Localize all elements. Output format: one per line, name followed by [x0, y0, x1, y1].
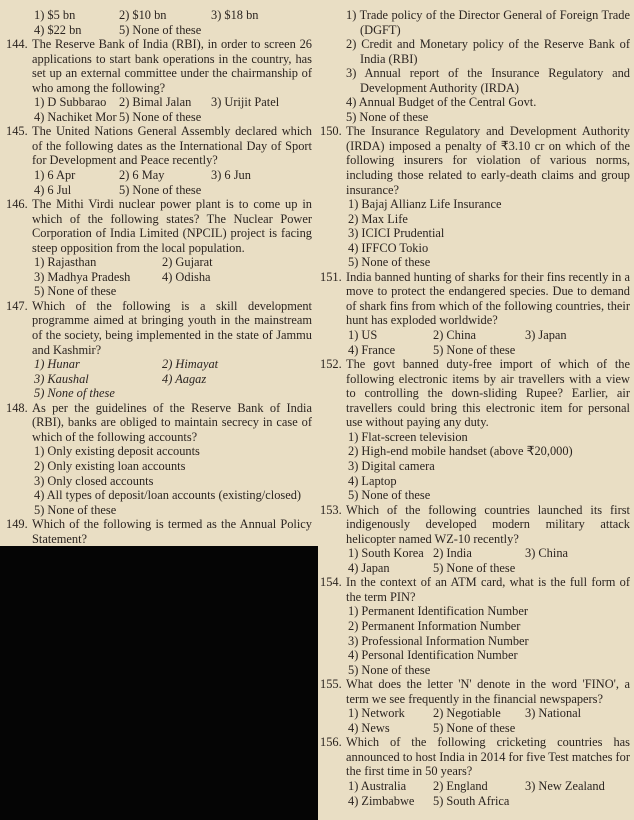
question-155 [320, 677, 630, 735]
answer-option [348, 241, 630, 256]
answer-option-text: 3) Digital camera [348, 458, 435, 473]
answer-option-text: 4) Japan [348, 560, 390, 575]
answer-option [433, 561, 525, 576]
answer-option-text: 3) 6 Jun [211, 168, 251, 183]
answer-option-text: 3) National [525, 706, 582, 721]
answer-option [162, 357, 312, 372]
question-number: 156. [320, 735, 342, 750]
question-number: 152. [320, 357, 342, 372]
answer-option-text: 1) $5 bn [34, 8, 76, 22]
answer-option-text: 4) Laptop [348, 473, 397, 488]
answer-option [119, 110, 211, 125]
answer-option-text: 2) High-end mobile handset (above ₹20,000) [348, 444, 573, 459]
answer-option [34, 110, 119, 125]
answer-option-text: 3) $18 bn [211, 8, 259, 22]
answer-option-text: 1) Rajasthan [34, 255, 97, 270]
answer-options [346, 430, 630, 503]
answer-option [34, 372, 162, 387]
answer-option [348, 474, 630, 489]
question-number: 145. [6, 124, 28, 139]
question-number: 149. [6, 517, 28, 532]
question-154 [320, 575, 630, 677]
answer-option-text: 4) All types of deposit/loan accounts (existing/closed) [34, 488, 302, 503]
answer-option-text: 4) Aagaz [162, 371, 207, 386]
answer-option-text: 1) Hunar [34, 357, 80, 372]
answer-option [34, 23, 119, 38]
answer-option [211, 95, 312, 110]
answer-option-text: 2) Permanent Information Number [348, 618, 521, 633]
answer-option [348, 255, 630, 270]
answer-option [34, 444, 312, 459]
question-149 [6, 517, 312, 546]
answer-option-text: 5) None of these [433, 720, 516, 735]
answer-options [346, 546, 630, 575]
question-146 [6, 197, 312, 299]
answer-option [348, 328, 433, 343]
answer-option-text: 5) None of these [348, 255, 431, 270]
question-number: 148. [6, 400, 28, 415]
question-145 [6, 124, 312, 197]
answer-option [348, 546, 433, 561]
answer-option-text: 1) South Korea [348, 546, 424, 561]
answer-option [348, 430, 630, 445]
answer-option [162, 255, 312, 270]
question-text: As per the guidelines of the Reserve Bank of India (RBI), banks are obliged to maintain secrecy in case of which of the following accounts? [32, 400, 312, 444]
answer-option-text: 2) India [433, 546, 472, 561]
answer-option [348, 648, 630, 663]
answer-option [348, 343, 433, 358]
answer-option-text: 2) Bimal Jalan [119, 95, 192, 110]
question-number: 147. [6, 298, 28, 313]
answer-option-text: 5) South Africa [433, 793, 510, 808]
answer-options [346, 604, 630, 677]
question-143-options [6, 8, 312, 37]
answer-option-text: 3) Professional Information Number [348, 633, 529, 648]
answer-option [348, 706, 433, 721]
question-number: 151. [320, 269, 342, 284]
answer-option: 2) Credit and Monetary policy of the Reserve Bank of India (RBI) [346, 37, 630, 66]
answer-option-text: 2) Only existing loan accounts [34, 458, 186, 473]
question-149-options [320, 8, 630, 124]
question-151 [320, 270, 630, 357]
answer-option-text: 5) None of these [34, 502, 117, 517]
answer-option [119, 95, 211, 110]
answer-option [348, 779, 433, 794]
answer-option [34, 503, 312, 518]
answer-option [34, 488, 312, 503]
answer-option [348, 197, 630, 212]
answer-option [348, 663, 630, 678]
answer-option-text: 2) Gujarat [162, 255, 213, 270]
answer-option-text: 2) Negotiable [433, 706, 501, 721]
answer-option [162, 270, 312, 285]
question-text: Which of the following countries launched its first indigenously developed modern military attack helicopter named WZ-10 recently? [346, 502, 630, 546]
answer-option-text: 1) Network [348, 706, 405, 721]
question-number: 150. [320, 124, 342, 139]
answer-option [119, 168, 211, 183]
answer-options [32, 95, 312, 124]
answer-option [348, 488, 630, 503]
answer-option [34, 8, 119, 23]
answer-option-text: 3) Kaushal [34, 371, 89, 386]
redacted-black-area [0, 546, 318, 820]
answer-option-text: 1) D Subbarao [34, 95, 107, 110]
answer-options [32, 255, 312, 299]
answer-option [34, 357, 162, 372]
answer-option-text: 3) Japan [525, 328, 567, 343]
answer-option-text: 1) Permanent Identification Number [348, 604, 528, 619]
answer-option-text: 4) News [348, 720, 390, 735]
question-144 [6, 37, 312, 124]
answer-option [34, 270, 162, 285]
answer-option-text: 2) China [433, 328, 477, 343]
answer-option-text: 5) None of these [119, 182, 202, 197]
answer-option: 4) Annual Budget of the Central Govt. [346, 95, 537, 110]
answer-option-text: 4) Odisha [162, 269, 211, 284]
answer-option: 5) None of these [346, 109, 429, 124]
answer-option [34, 284, 162, 299]
answer-option-text: 5) None of these [119, 109, 202, 124]
answer-option [211, 8, 312, 23]
answer-option-text: 2) $10 bn [119, 8, 167, 22]
answer-option-text: 4) Nachiket Mor [34, 109, 117, 124]
answer-options [346, 328, 630, 357]
answer-options [32, 444, 312, 517]
answer-option [433, 343, 525, 358]
answer-option [525, 328, 630, 343]
answer-option [119, 183, 211, 198]
answer-option [211, 168, 312, 183]
right-column [320, 8, 630, 808]
answer-option-text: 5) None of these [348, 488, 431, 503]
answer-option [34, 459, 312, 474]
answer-option-text: 1) Flat-screen television [348, 429, 468, 444]
answer-option [34, 95, 119, 110]
answer-option: 3) Annual report of the Insurance Regulatory and Development Authority (IRDA) [346, 66, 630, 95]
answer-option-text: 2) Max Life [348, 211, 408, 226]
question-152 [320, 357, 630, 502]
answer-option-text: 4) Personal Identification Number [348, 648, 518, 663]
answer-option [348, 459, 630, 474]
answer-option [34, 255, 162, 270]
answer-option [348, 634, 630, 649]
answer-option [433, 328, 525, 343]
answer-option-text: 5) None of these [34, 386, 115, 401]
answer-option [34, 386, 162, 401]
answer-option [348, 226, 630, 241]
answer-option-text: 3) Urijit Patel [211, 95, 280, 110]
answer-options [32, 357, 312, 401]
question-text: The govt banned duty-free import of which of the following electronic items by air travellers with a view to controlling the down-sliding Rupee? Earlier, air travellers could bring this electronic item for personal use without paying any duty. [346, 357, 630, 430]
answer-option-text: 4) France [348, 342, 396, 357]
answer-options [32, 168, 312, 197]
answer-option-text: 4) 6 Jul [34, 182, 72, 197]
answer-option-text: 3) New Zealand [525, 778, 605, 793]
answer-option-text: 3) Only closed accounts [34, 473, 154, 488]
answer-option-text: 5) None of these [34, 284, 117, 299]
answer-option [348, 212, 630, 227]
answer-option-text: 1) Australia [348, 778, 407, 793]
answer-option-text: 5) None of these [119, 22, 202, 37]
answer-option [348, 721, 433, 736]
answer-option [119, 8, 211, 23]
answer-option-text: 1) US [348, 328, 378, 343]
answer-option [348, 444, 630, 459]
answer-option [525, 706, 630, 721]
answer-option [433, 546, 525, 561]
answer-option-text: 5) None of these [433, 342, 516, 357]
answer-option [34, 183, 119, 198]
answer-option-text: 4) IFFCO Tokio [348, 240, 429, 255]
question-text: The Reserve Bank of India (RBI), in order to screen 26 applications to start bank operations in the country, has set up an external committee under the chairmanship of who among the following? [32, 37, 312, 95]
question-number: 154. [320, 575, 342, 590]
answer-option-text: 2) 6 May [119, 168, 165, 183]
question-148 [6, 401, 312, 517]
answer-option: 1) Trade policy of the Director General of Foreign Trade (DGFT) [346, 8, 630, 37]
answer-option [433, 794, 525, 809]
answer-option [162, 372, 312, 387]
answer-option [433, 779, 525, 794]
answer-option [348, 561, 433, 576]
answer-option-text: 5) None of these [348, 662, 431, 677]
question-text: Which of the following is termed as the Annual Policy Statement? [32, 517, 312, 546]
answer-options [346, 706, 630, 735]
answer-option-text: 3) China [525, 546, 569, 561]
answer-option-text: 1) Bajaj Allianz Life Insurance [348, 197, 502, 212]
question-text: Which of the following cricketing countries has announced to host India in 2014 for five Test matches for the first time in 50 years? [346, 735, 630, 779]
answer-option-text: 2) England [433, 778, 488, 793]
answer-option [348, 619, 630, 634]
answer-option-text: 1) Only existing deposit accounts [34, 444, 200, 459]
answer-option-text: 4) $22 bn [34, 22, 82, 37]
question-number: 144. [6, 37, 28, 52]
question-153 [320, 503, 630, 576]
answer-option-text: 3) Madhya Pradesh [34, 269, 131, 284]
answer-option-text: 2) Himayat [162, 357, 219, 372]
answer-options [346, 779, 630, 808]
answer-option [348, 604, 630, 619]
answer-option-text: 4) Zimbabwe [348, 793, 415, 808]
question-text: The Mithi Virdi nuclear power plant is to come up in which of the following states? The Nuclear Power Corporation of India Limited (NPCIL) project is facing steep opposition from the local population. [32, 197, 312, 255]
question-text: The United Nations General Assembly declared which of the following dates as the International Day of Sport for Development and Peace recently? [32, 124, 312, 168]
answer-option [348, 794, 433, 809]
answer-option-text: 5) None of these [433, 560, 516, 575]
question-150 [320, 124, 630, 269]
question-text: Which of the following is a skill development programme aimed at bringing youth in the mainstream of the society, being implemented in the state of Jammu and Kashmir? [32, 298, 312, 357]
answer-options [346, 197, 630, 270]
answer-option [525, 546, 630, 561]
question-text: What does the letter 'N' denote in the word 'FINO', a term we see frequently in the financial newspapers? [346, 677, 630, 706]
question-156 [320, 735, 630, 808]
question-147 [6, 299, 312, 401]
answer-option-text: 1) 6 Apr [34, 168, 76, 183]
question-text: India banned hunting of sharks for their fins recently in a move to protect the endangered species. Due to demand of shark fins from which of the following countries, their hunt has exploded worldwide? [346, 269, 630, 328]
answer-option [525, 779, 630, 794]
answer-option [433, 706, 525, 721]
answer-option [34, 474, 312, 489]
answer-option-text: 3) ICICI Prudential [348, 226, 445, 241]
answer-option [119, 23, 211, 38]
question-text: The Insurance Regulatory and Development Authority (IRDA) imposed a penalty of ₹3.10 cr on which of the following insurers for violation of various norms, including those related to early-death claims and group insurance? [346, 124, 630, 197]
left-column [6, 8, 312, 546]
question-number: 146. [6, 197, 28, 212]
question-number: 155. [320, 677, 342, 692]
question-number: 153. [320, 502, 342, 517]
question-text: In the context of an ATM card, what is the full form of the term PIN? [346, 575, 630, 604]
answer-option [34, 168, 119, 183]
answer-option [433, 721, 525, 736]
